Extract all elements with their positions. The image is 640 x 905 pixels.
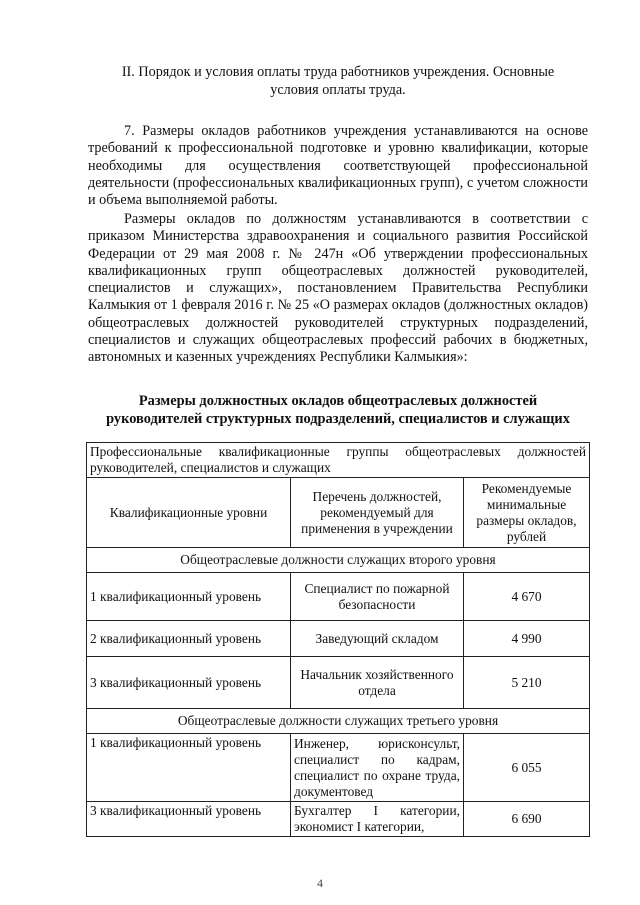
column-header-level: Квалификационные уровни xyxy=(87,478,291,548)
salary-cell: 6 690 xyxy=(464,802,590,837)
level-cell: 3 квалификационный уровень xyxy=(87,802,291,837)
salary-cell: 4 670 xyxy=(464,573,590,621)
table-row xyxy=(87,734,590,802)
positions-cell: Начальник хозяйственного отдела xyxy=(291,657,464,709)
column-header-salary: Рекомендуемые минимальные размеры окладов, рублей xyxy=(464,478,590,548)
column-header-positions: Перечень должностей, рекомендуемый для применения в учреждении xyxy=(291,478,464,548)
salary-cell: 6 055 xyxy=(464,734,590,802)
positions-cell: Специалист по пожарной безопасности xyxy=(291,573,464,621)
table-section-row xyxy=(87,548,590,573)
table-row xyxy=(87,621,590,657)
section-heading xyxy=(88,64,588,99)
table-row xyxy=(87,802,590,837)
table-column-header-row xyxy=(87,478,590,548)
level-cell: 1 квалификационный уровень xyxy=(87,734,291,802)
table-title-line-1: Размеры должностных окладов общеотраслевых должностей xyxy=(138,393,538,409)
level-cell: 3 квалификационный уровень xyxy=(87,657,291,709)
section-title: Общеотраслевые должности служащих второго уровня xyxy=(87,548,590,573)
positions-cell: Инженер, юрисконсульт, специалист по кадрам, специалист по охране труда, документовед xyxy=(291,734,464,802)
positions-cell: Заведующий складом xyxy=(291,621,464,657)
level-cell: 2 квалификационный уровень xyxy=(87,621,291,657)
table-group-header-row xyxy=(87,443,590,478)
positions-cell: Бухгалтер I категории, экономист I категории, xyxy=(291,802,464,837)
group-header-cell: Профессиональные квалификационные группы общеотраслевых должностей руководителей, специалистов и служащих xyxy=(87,443,590,478)
salary-cell: 5 210 xyxy=(464,657,590,709)
salary-cell: 4 990 xyxy=(464,621,590,657)
paragraph-7: 7. Размеры окладов работников учреждения устанавливаются на основе требований к профессиональной подготовке и уровню квалификации, которые необходимы для осуществления соответствующей профессиональной деятельности (профессиональных квалификационных групп), с учетом сложности и объема выполняемой работы. xyxy=(88,123,588,209)
section-heading-line-1: II. Порядок и условия оплаты труда работников учреждения. Основные xyxy=(121,64,555,80)
table-title-line-2: руководителей структурных подразделений, специалистов и служащих xyxy=(106,411,570,427)
table-section-row xyxy=(87,709,590,734)
page-number: 4 xyxy=(317,876,323,890)
salary-table xyxy=(86,442,590,837)
paragraph-salary-basis: Размеры окладов по должностям устанавливаются в соответствии с приказом Министерства здравоохранения и социального развития Российской Федерации от 29 мая 2008 г. № 247н «Об утверждении профессиональных квалификационных групп общеотраслевых должностей руководителей, специалистов и служащих», постановлением Правительства Республики Калмыкия от 1 февраля 2016 г. № 25 «О размерах окладов (должностных окладов) общеотраслевых должностей руководителей структурных подразделений, специалистов и служащих общеотраслевых профессий рабочих в бюджетных, автономных и казенных учреждениях Республики Калмыкия»: xyxy=(88,211,588,366)
table-title xyxy=(88,392,588,428)
table-row xyxy=(87,573,590,621)
table-row xyxy=(87,657,590,709)
section-title: Общеотраслевые должности служащих третьего уровня xyxy=(87,709,590,734)
section-heading-line-2: условия оплаты труда. xyxy=(270,81,406,98)
level-cell: 1 квалификационный уровень xyxy=(87,573,291,621)
